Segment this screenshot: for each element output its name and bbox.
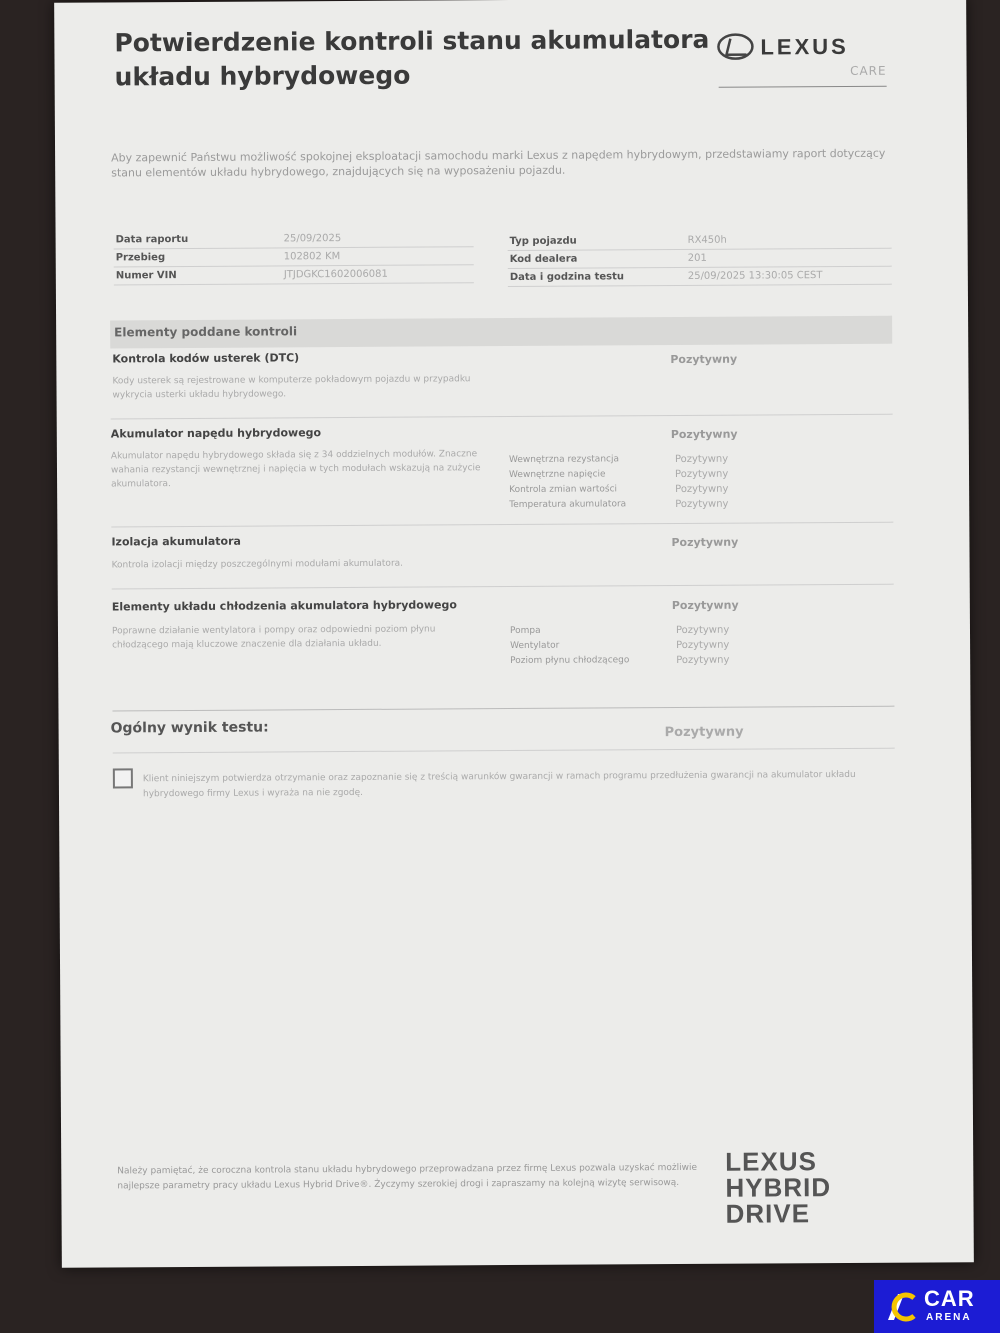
brand-wordmark: LEXUS — [760, 33, 849, 60]
item-cooling-desc: Poprawne działanie wentylatora i pompy oraz odpowiedni poziom płynu chłodzącego mają kluczowe znaczenie dla działania układu. — [111, 624, 436, 651]
overall-result-label: Ogólny wynik testu: — [110, 719, 269, 737]
date-value: 25/09/2025 — [283, 233, 342, 245]
section-title: Elementy poddane kontroli — [114, 324, 298, 340]
sub-label: Pompa — [509, 625, 541, 637]
logo-line: HYBRID — [725, 1172, 832, 1203]
sub-label: Temperatura akumulatora — [509, 499, 627, 511]
title-line-1: Potwierdzenie kontroli stanu akumulatora — [114, 24, 710, 58]
item-battery-desc: Akumulator napędu hybrydowego składa się z 34 oddzielnych modułów. Znaczne wahania rezystancji wewnętrznej i napięcia w tych modułach wskazują na zużycie akumulatora. — [110, 449, 481, 490]
item-divider — [112, 584, 894, 590]
item-cooling-result: Pozytywny — [671, 598, 739, 613]
overall-divider-bottom — [113, 748, 895, 754]
item-battery-title: Akumulator napędu hybrydowego — [110, 426, 322, 441]
section-header — [110, 316, 892, 349]
watermark-line-2: ARENA — [926, 1312, 972, 1323]
vin-value: JTJDGKC1602006081 — [283, 268, 388, 281]
info-divider — [114, 246, 474, 249]
sub-value: Pozytywny — [675, 483, 729, 496]
overall-divider-top — [112, 706, 894, 712]
dealer-code-label: Kod dealera — [509, 253, 578, 266]
item-divider — [111, 522, 893, 528]
sub-label: Wewnętrzna rezystancja — [508, 454, 620, 466]
info-divider — [114, 282, 474, 285]
item-dtc-result: Pozytywny — [670, 352, 738, 367]
page-title — [114, 23, 714, 95]
lexus-hybrid-drive-logo — [725, 1148, 885, 1227]
item-battery-result: Pozytywny — [670, 427, 738, 442]
info-divider — [508, 284, 892, 287]
sub-value: Pozytywny — [675, 624, 730, 637]
test-datetime-label: Data i godzina testu — [509, 271, 625, 284]
vehicle-type-label: Typ pojazdu — [509, 235, 577, 248]
sub-value: Pozytywny — [676, 639, 730, 652]
title-line-2: układu hybrydowego — [114, 60, 411, 92]
item-dtc-desc: Kody usterek są rejestrowane w komputerze pokładowym pojazdu w przypadku wykrycia usterki układu hybrydowego. — [112, 374, 471, 401]
logo-line: DRIVE — [725, 1198, 811, 1229]
car-arena-logo-icon — [884, 1290, 918, 1324]
item-cooling-title: Elementy układu chłodzenia akumulatora hybrydowego — [111, 598, 457, 614]
sub-label: Kontrola zmian wartości — [509, 484, 618, 496]
item-dtc-title: Kontrola kodów usterek (DTC) — [112, 351, 300, 366]
car-arena-watermark — [874, 1280, 1000, 1333]
intro-text: Aby zapewnić Państwu możliwość spokojnej eksploatacji samochodu marki Lexus z napędem hybrydowym, przedstawiamy raport dotyczący stanu elementów układu hybrydowego, znajdujących się na wyposażeniu pojazdu. — [111, 146, 886, 180]
logo-divider — [719, 86, 887, 88]
watermark-line-1: CAR — [924, 1286, 975, 1311]
info-divider — [508, 248, 892, 251]
sub-label: Wentylator — [510, 640, 560, 652]
brand-sub: CARE — [850, 63, 887, 78]
dealer-code-value: 201 — [687, 252, 707, 264]
consent-text: Klient niniejszym potwierdza otrzymanie oraz zapoznanie się z treścią warunków gwarancji w ramach programu przedłużenia gwarancji na akumulator układu hybrydowego firmy Lexus i wyraża na nie zgodę. — [142, 769, 856, 800]
mileage-value: 102802 KM — [283, 251, 341, 263]
sub-value: Pozytywny — [674, 453, 729, 466]
document-page — [54, 0, 974, 1268]
item-isolation-title: Izolacja akumulatora — [111, 534, 241, 549]
item-isolation-result: Pozytywny — [671, 535, 739, 550]
logo-line: LEXUS — [725, 1146, 818, 1177]
sub-value: Pozytywny — [675, 468, 729, 481]
vehicle-type-value: RX450h — [687, 234, 727, 246]
item-divider — [111, 414, 893, 420]
date-label: Data raportu — [115, 233, 189, 246]
sub-label: Wewnętrzne napięcie — [509, 469, 606, 481]
consent-checkbox[interactable] — [113, 768, 133, 788]
sub-value: Pozytywny — [675, 498, 729, 511]
footer-note: Należy pamiętać, że coroczna kontrola stanu układu hybrydowego przeprowadzana przez firmę Lexus pozwala uzyskać możliwie najlepsze parametry pracy układu Lexus Hybrid Drive®. Życzymy szerokiej drogi i zapraszamy na kolejną wizytę serwisową. — [117, 1162, 698, 1192]
sub-label: Poziom płynu chłodzącego — [510, 655, 630, 667]
sub-value: Pozytywny — [676, 654, 730, 667]
item-isolation-desc: Kontrola izolacji między poszczególnymi modułami akumulatora. — [111, 558, 404, 571]
info-divider — [114, 264, 474, 267]
overall-result-value: Pozytywny — [664, 724, 744, 741]
vin-label: Numer VIN — [115, 270, 177, 282]
mileage-label: Przebieg — [115, 252, 166, 264]
lexus-care-logo — [716, 28, 886, 99]
info-divider — [508, 266, 892, 269]
test-datetime-value: 25/09/2025 13:30:05 CEST — [687, 270, 823, 282]
lexus-emblem-icon — [716, 33, 754, 61]
